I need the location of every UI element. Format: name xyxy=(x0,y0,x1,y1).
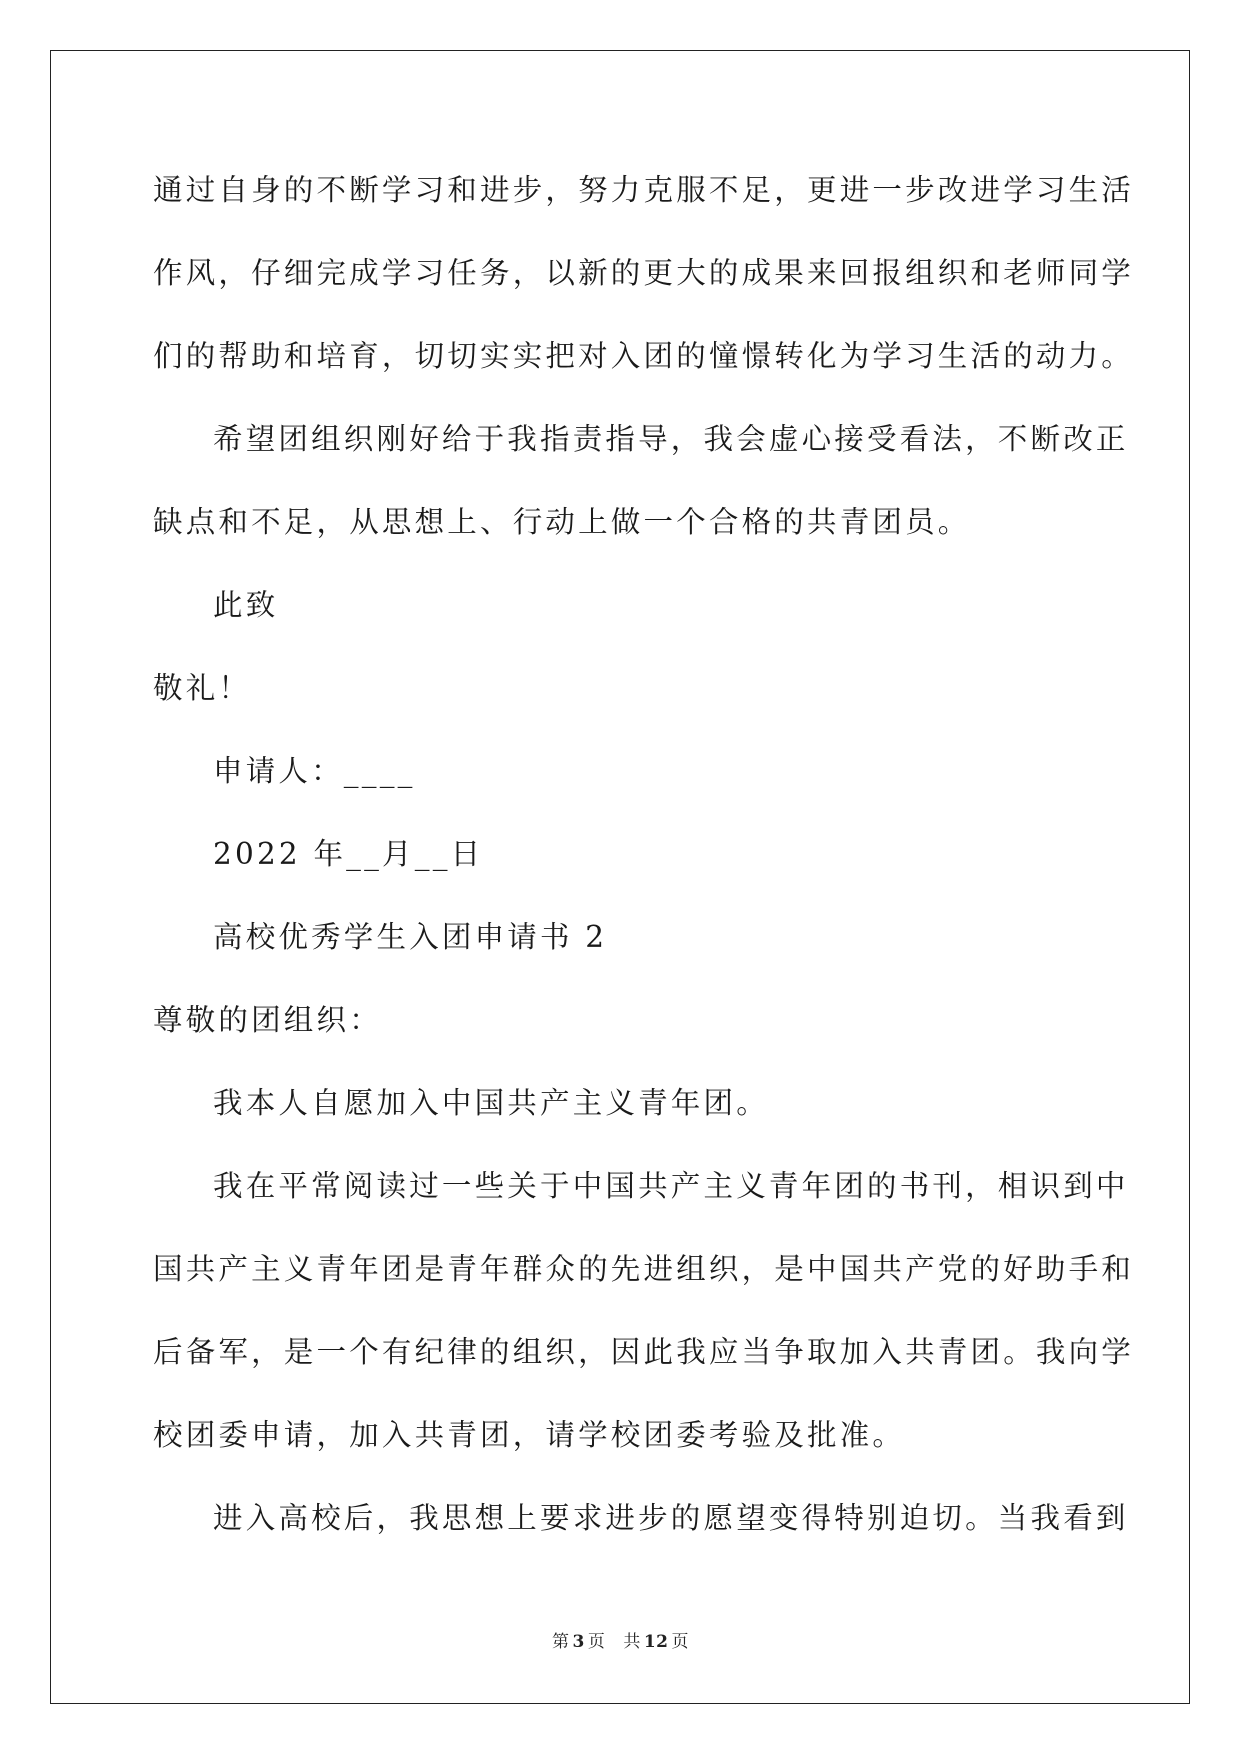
closing-salutation: 此致 xyxy=(213,588,279,622)
applicant-signature: 申请人：____ xyxy=(213,754,416,788)
body-line-4: 希望团组织刚好给于我指责指导，我会虚心接受看法，不断改正 xyxy=(213,422,1129,456)
section-title: 高校优秀学生入团申请书 2 xyxy=(213,920,608,954)
body-line-15: 后备军，是一个有纪律的组织，因此我应当争取加入共青团。我向学 xyxy=(153,1335,1135,1369)
date-line: 2022 年__月__日 xyxy=(213,837,484,871)
total-prefix: 共 xyxy=(623,1632,641,1652)
body-line-17: 进入高校后，我思想上要求进步的愿望变得特别迫切。当我看到 xyxy=(213,1501,1129,1535)
body-line-16: 校团委申请，加入共青团，请学校团委考验及批准。 xyxy=(153,1418,906,1452)
page-prefix: 第 xyxy=(551,1632,570,1652)
greeting: 尊敬的团组织： xyxy=(153,1003,382,1037)
body-line-1: 通过自身的不断学习和进步，努力克服不足，更进一步改进学习生活 xyxy=(153,173,1135,207)
body-line-12: 我本人自愿加入中国共产主义青年团。 xyxy=(213,1086,769,1120)
body-line-2: 作风，仔细完成学习任务，以新的更大的成果来回报组织和老师同学 xyxy=(153,256,1135,290)
body-line-13: 我在平常阅读过一些关于中国共产主义青年团的书刊，相识到中 xyxy=(213,1169,1129,1203)
page-footer xyxy=(0,1627,1241,1652)
closing-regards: 敬礼！ xyxy=(153,671,252,705)
total-page-count: 12 xyxy=(643,1632,669,1652)
total-suffix: 页 xyxy=(671,1632,689,1652)
body-line-3: 们的帮助和培育，切切实实把对入团的憧憬转化为学习生活的动力。 xyxy=(153,339,1135,373)
body-line-5: 缺点和不足，从思想上、行动上做一个合格的共青团员。 xyxy=(153,505,971,539)
current-page-number: 3 xyxy=(572,1632,585,1652)
body-line-14: 国共产主义青年团是青年群众的先进组织，是中国共产党的好助手和 xyxy=(153,1252,1135,1286)
page-suffix: 页 xyxy=(587,1632,606,1652)
page-border xyxy=(50,50,1190,1704)
